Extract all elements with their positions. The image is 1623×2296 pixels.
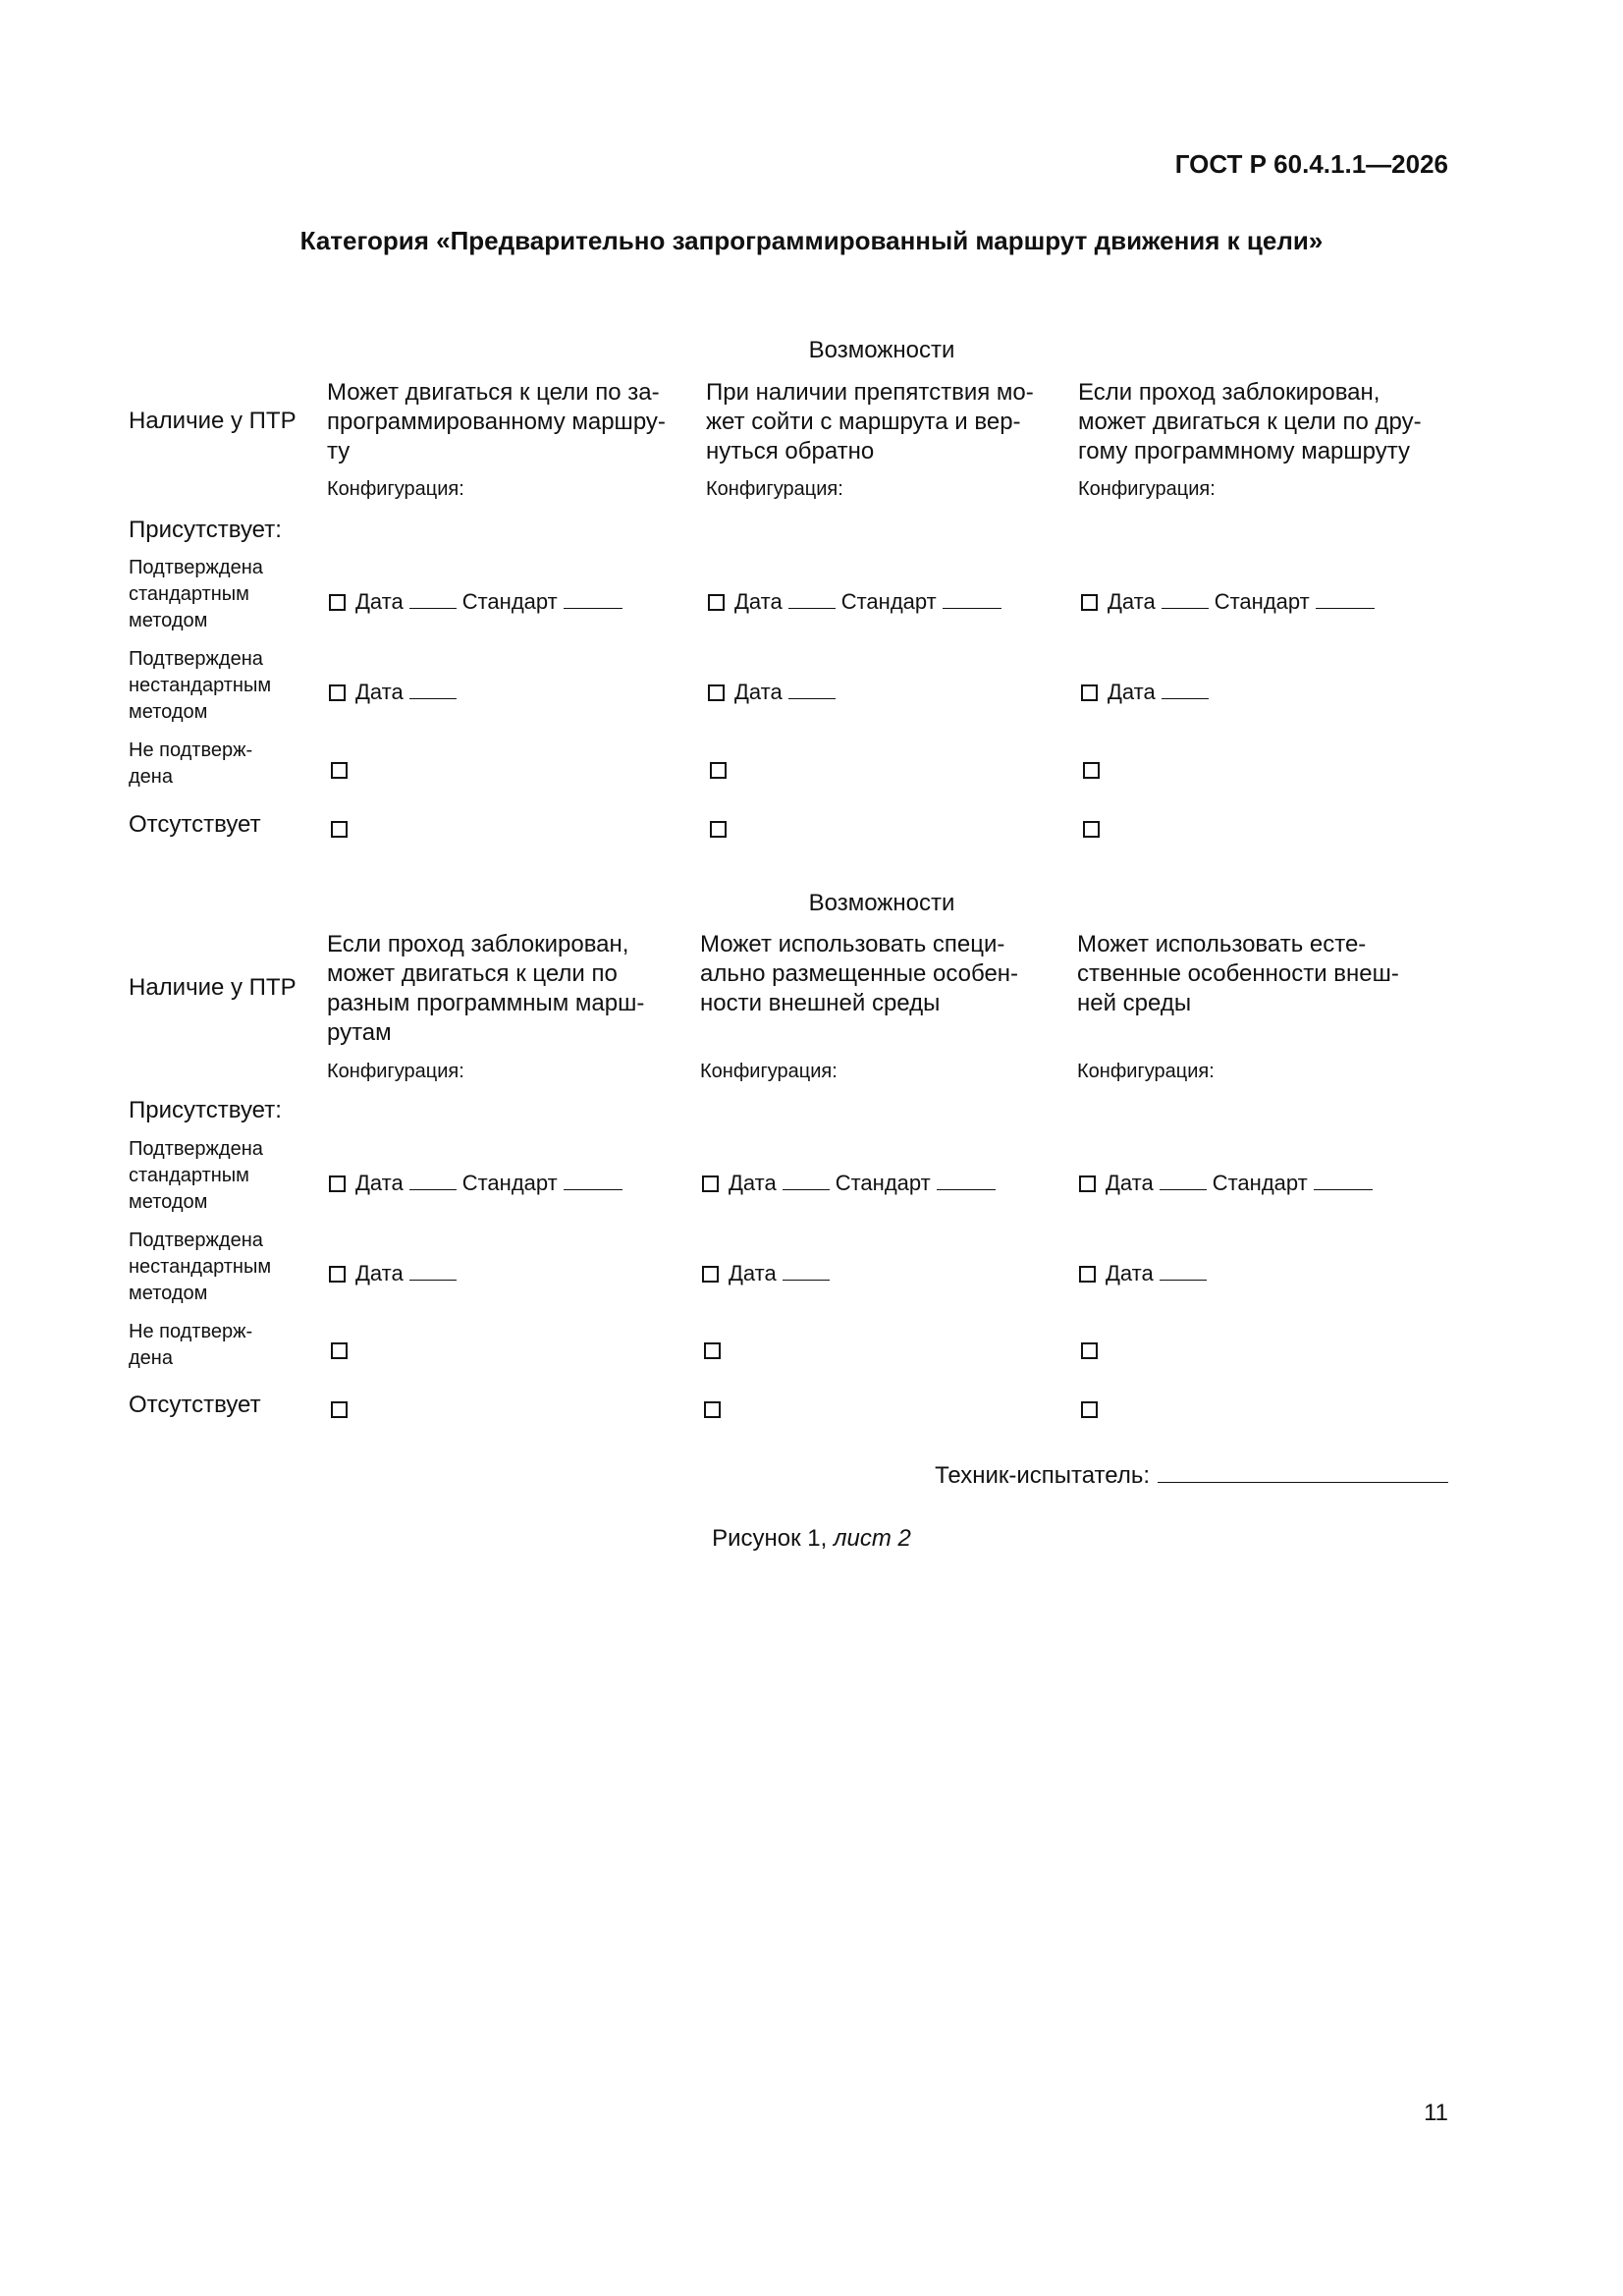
confirmed-nonstandard-option: Дата	[329, 680, 462, 705]
signer-label: Техник-испытатель:	[935, 1462, 1150, 1489]
not-confirmed-checkbox[interactable]	[710, 762, 727, 779]
capability-description: Может двигаться к цели по за- программированному маршру- ту	[327, 379, 666, 465]
capabilities-heading-1: Возможности	[808, 337, 955, 363]
checkbox[interactable]	[702, 1175, 719, 1192]
absent-checkbox[interactable]	[331, 821, 348, 838]
date-blank[interactable]	[409, 1262, 457, 1281]
presence-label-2: Наличие у ПТР	[129, 974, 297, 1001]
checkbox[interactable]	[1079, 1266, 1096, 1283]
confirmed-nonstandard-option: Дата	[702, 1261, 836, 1286]
standard-blank[interactable]	[564, 1172, 622, 1190]
checkbox[interactable]	[702, 1266, 719, 1283]
capability-description: Если проход заблокирован, может двигаться к цели по разным программным марш- рутам	[327, 931, 645, 1046]
confirmed-nonstandard-label: Подтверждена нестандартным методом	[129, 1230, 272, 1304]
date-blank[interactable]	[409, 590, 457, 609]
date-blank[interactable]	[1162, 681, 1209, 699]
checkbox[interactable]	[708, 594, 725, 611]
checkbox[interactable]	[708, 684, 725, 701]
page-title: Категория «Предварительно запрограммированный маршрут движения к цели»	[299, 226, 1324, 255]
confirmed-nonstandard-option: Дата	[1081, 680, 1215, 705]
page-number: 11	[1424, 2100, 1448, 2126]
date-blank[interactable]	[783, 1172, 830, 1190]
confirmed-standard-label: Подтверждена стандартным методом	[129, 1138, 263, 1213]
confirmed-standard-option: Дата Стандарт	[708, 589, 1007, 615]
absent-checkbox[interactable]	[1083, 821, 1100, 838]
confirmed-nonstandard-option: Дата	[1079, 1261, 1213, 1286]
absent-label: Отсутствует	[129, 811, 261, 838]
confirmed-standard-option: Дата Стандарт	[1081, 589, 1380, 615]
absent-checkbox[interactable]	[1081, 1401, 1098, 1418]
confirmed-standard-label: Подтверждена стандартным методом	[129, 557, 263, 631]
date-blank[interactable]	[788, 681, 836, 699]
confirmed-standard-option: Дата Стандарт	[329, 589, 628, 615]
absent-checkbox[interactable]	[331, 1401, 348, 1418]
not-confirmed-label: Не подтверж- дена	[129, 739, 253, 788]
standard-blank[interactable]	[1316, 590, 1375, 609]
confirmed-standard-option: Дата Стандарт	[702, 1171, 1001, 1196]
capability-description: Может использовать специ- ально размещенные особен- ности внешней среды	[700, 931, 1019, 1016]
standard-blank[interactable]	[1314, 1172, 1373, 1190]
checkbox[interactable]	[329, 594, 346, 611]
checkbox[interactable]	[329, 684, 346, 701]
date-blank[interactable]	[1162, 590, 1209, 609]
configuration-label: Конфигурация:	[327, 478, 464, 500]
confirmed-nonstandard-option: Дата	[708, 680, 841, 705]
date-blank[interactable]	[409, 681, 457, 699]
confirmed-standard-option: Дата Стандарт	[1079, 1171, 1379, 1196]
configuration-label: Конфигурация:	[1078, 478, 1216, 500]
standard-blank[interactable]	[937, 1172, 996, 1190]
figure-caption: Рисунок 1, лист 2	[712, 1525, 911, 1552]
configuration-label: Конфигурация:	[706, 478, 843, 500]
date-blank[interactable]	[1160, 1262, 1207, 1281]
date-blank[interactable]	[783, 1262, 830, 1281]
not-confirmed-checkbox[interactable]	[1083, 762, 1100, 779]
checkbox[interactable]	[1081, 684, 1098, 701]
checkbox[interactable]	[1079, 1175, 1096, 1192]
signature-blank[interactable]	[1158, 1460, 1448, 1483]
standard-blank[interactable]	[564, 590, 622, 609]
configuration-label: Конфигурация:	[327, 1061, 464, 1082]
date-blank[interactable]	[409, 1172, 457, 1190]
absent-checkbox[interactable]	[710, 821, 727, 838]
standard-blank[interactable]	[943, 590, 1001, 609]
capability-description: Может использовать есте- ственные особенности внеш- ней среды	[1077, 931, 1399, 1016]
absent-label: Отсутствует	[129, 1392, 261, 1418]
checkbox[interactable]	[1081, 594, 1098, 611]
not-confirmed-checkbox[interactable]	[331, 1342, 348, 1359]
confirmed-nonstandard-label: Подтверждена нестандартным методом	[129, 648, 272, 723]
capabilities-heading-2: Возможности	[808, 890, 955, 916]
presence-label-1: Наличие у ПТР	[129, 408, 297, 434]
capability-description: При наличии препятствия мо- жет сойти с маршрута и вер- нуться обратно	[706, 379, 1034, 465]
configuration-label: Конфигурация:	[700, 1061, 838, 1082]
not-confirmed-checkbox[interactable]	[331, 762, 348, 779]
date-blank[interactable]	[1160, 1172, 1207, 1190]
standard-number: ГОСТ Р 60.4.1.1—2026	[1174, 149, 1448, 179]
date-blank[interactable]	[788, 590, 836, 609]
confirmed-standard-option: Дата Стандарт	[329, 1171, 628, 1196]
not-confirmed-label: Не подтверж- дена	[129, 1321, 253, 1369]
capability-description: Если проход заблокирован, может двигаться к цели по дру- гому программному маршруту	[1078, 379, 1422, 465]
not-confirmed-checkbox[interactable]	[1081, 1342, 1098, 1359]
confirmed-nonstandard-option: Дата	[329, 1261, 462, 1286]
configuration-label: Конфигурация:	[1077, 1061, 1215, 1082]
present-label: Присутствует:	[129, 1097, 282, 1123]
not-confirmed-checkbox[interactable]	[704, 1342, 721, 1359]
present-label: Присутствует:	[129, 517, 282, 543]
checkbox[interactable]	[329, 1175, 346, 1192]
checkbox[interactable]	[329, 1266, 346, 1283]
absent-checkbox[interactable]	[704, 1401, 721, 1418]
signer-field	[935, 1460, 1448, 1490]
